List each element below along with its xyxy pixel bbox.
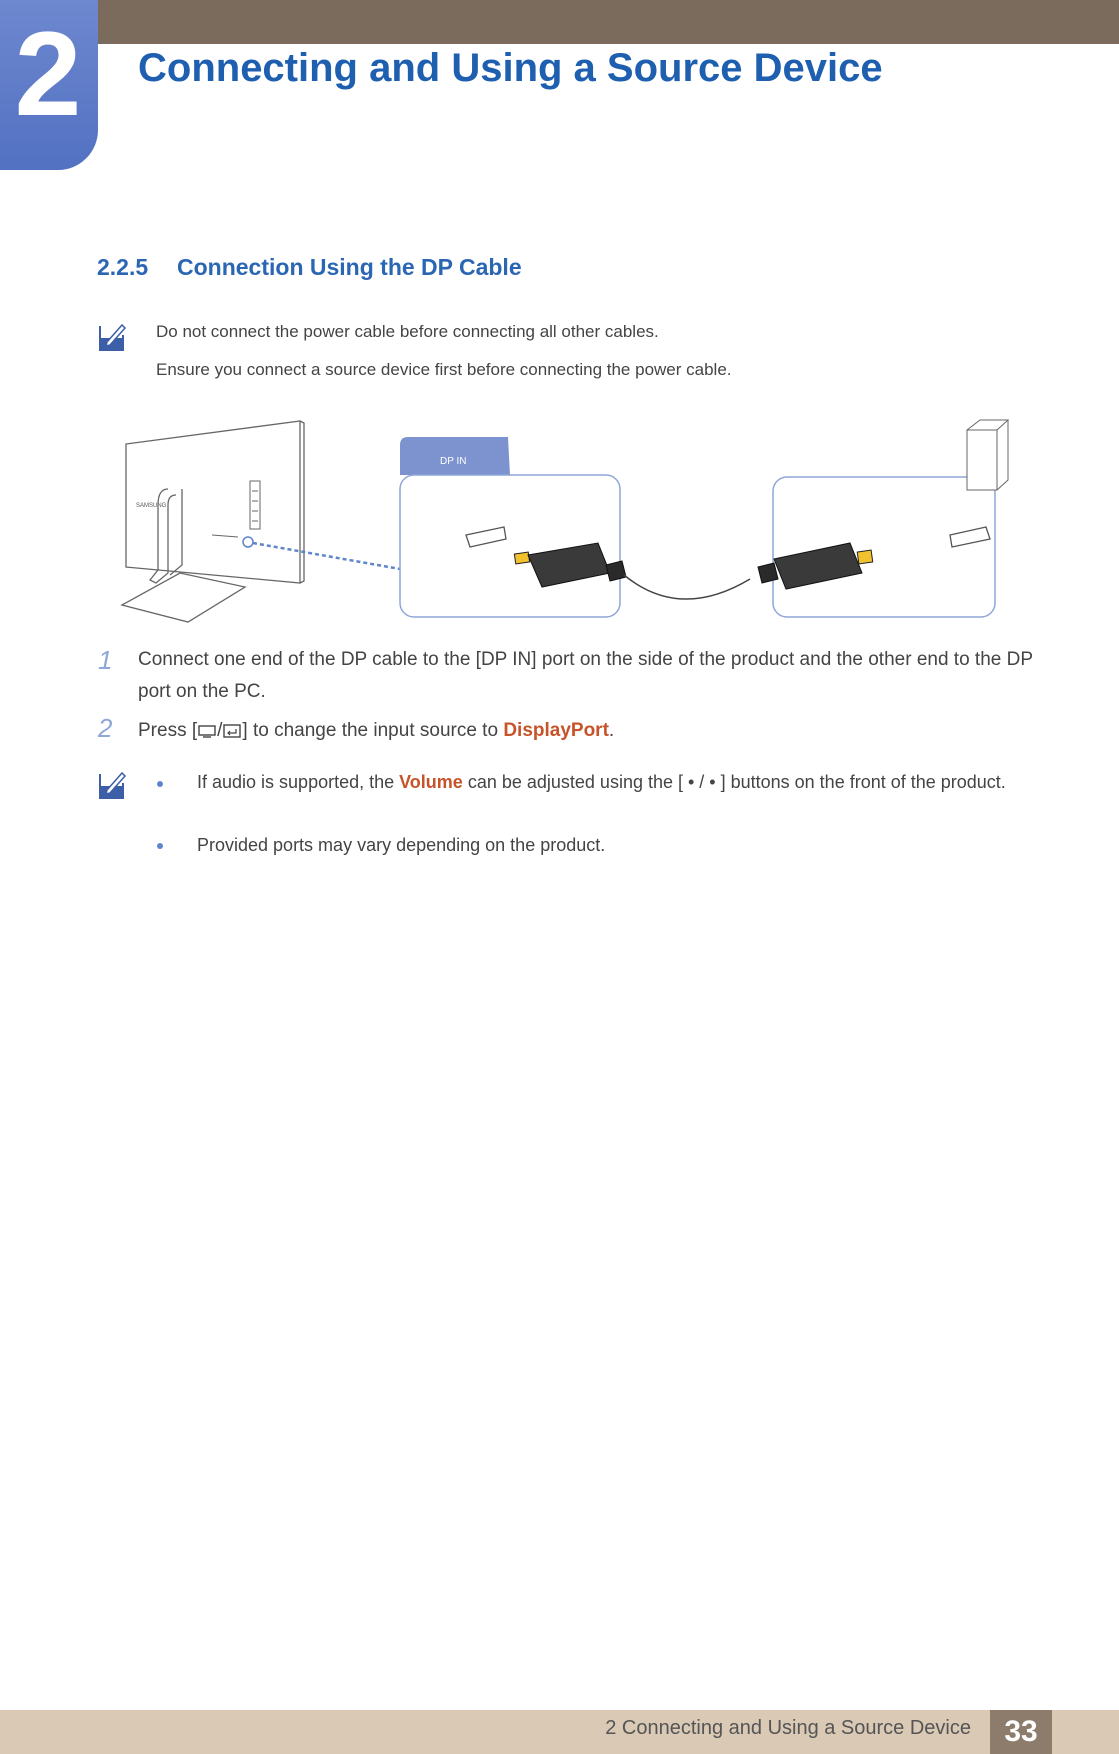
bullet-1-suffix: ] buttons on the front of the product. (715, 772, 1006, 792)
bullet-dot (157, 843, 163, 849)
step-2-suffix: . (608, 720, 615, 741)
volume-buttons: • / • (688, 772, 716, 792)
bullet-dot (157, 781, 163, 787)
section-number: 2.2.5 (97, 254, 149, 280)
section-heading (97, 254, 522, 281)
bullet-1-middle: can be adjusted using the [ (462, 772, 688, 792)
footer-chapter-title: 2 Connecting and Using a Source Device (605, 1717, 971, 1739)
pc-callout (773, 420, 1008, 617)
dp-in-label: DP IN (440, 456, 467, 467)
brand-label: SAMSUNG (136, 503, 167, 509)
dp-cable (624, 575, 750, 599)
volume-highlight: Volume (399, 772, 463, 792)
dp-in-callout (400, 437, 620, 617)
step-2-prefix: Press [ (138, 720, 198, 741)
section-title: Connection Using the DP Cable (177, 254, 522, 280)
note-icon (97, 770, 127, 800)
step-2-middle: ] to change the input source to (242, 720, 504, 741)
source-icon (197, 723, 217, 739)
note-icon (97, 322, 127, 352)
dp-connection-diagram (110, 415, 1010, 630)
step-number-1: 1 (98, 645, 113, 675)
bullet-text-2: Provided ports may vary depending on the product. (197, 835, 606, 855)
monitor-illustration (122, 421, 304, 622)
step-text-1: Connect one end of the DP cable to the [DP IN] port on the side of the product and the other end to the DP port on the PC. (138, 649, 1033, 702)
step-text-2 (138, 715, 1038, 747)
step-number-2: 2 (98, 713, 113, 743)
chapter-tab (0, 0, 98, 170)
header-bar (0, 0, 1119, 44)
page-number: 33 (990, 1710, 1052, 1754)
enter-icon (222, 723, 242, 739)
chapter-number: 2 (14, 7, 82, 141)
bullet-text-1 (197, 768, 1027, 796)
displayport-highlight: DisplayPort (503, 720, 609, 741)
note-text-1: Do not connect the power cable before connecting all other cables. (156, 322, 659, 341)
chapter-title: Connecting and Using a Source Device (138, 46, 883, 90)
bullet-1-prefix: If audio is supported, the (197, 772, 400, 792)
step-2-separator: / (217, 720, 223, 741)
note-text-2: Ensure you connect a source device first before connecting the power cable. (156, 360, 732, 379)
